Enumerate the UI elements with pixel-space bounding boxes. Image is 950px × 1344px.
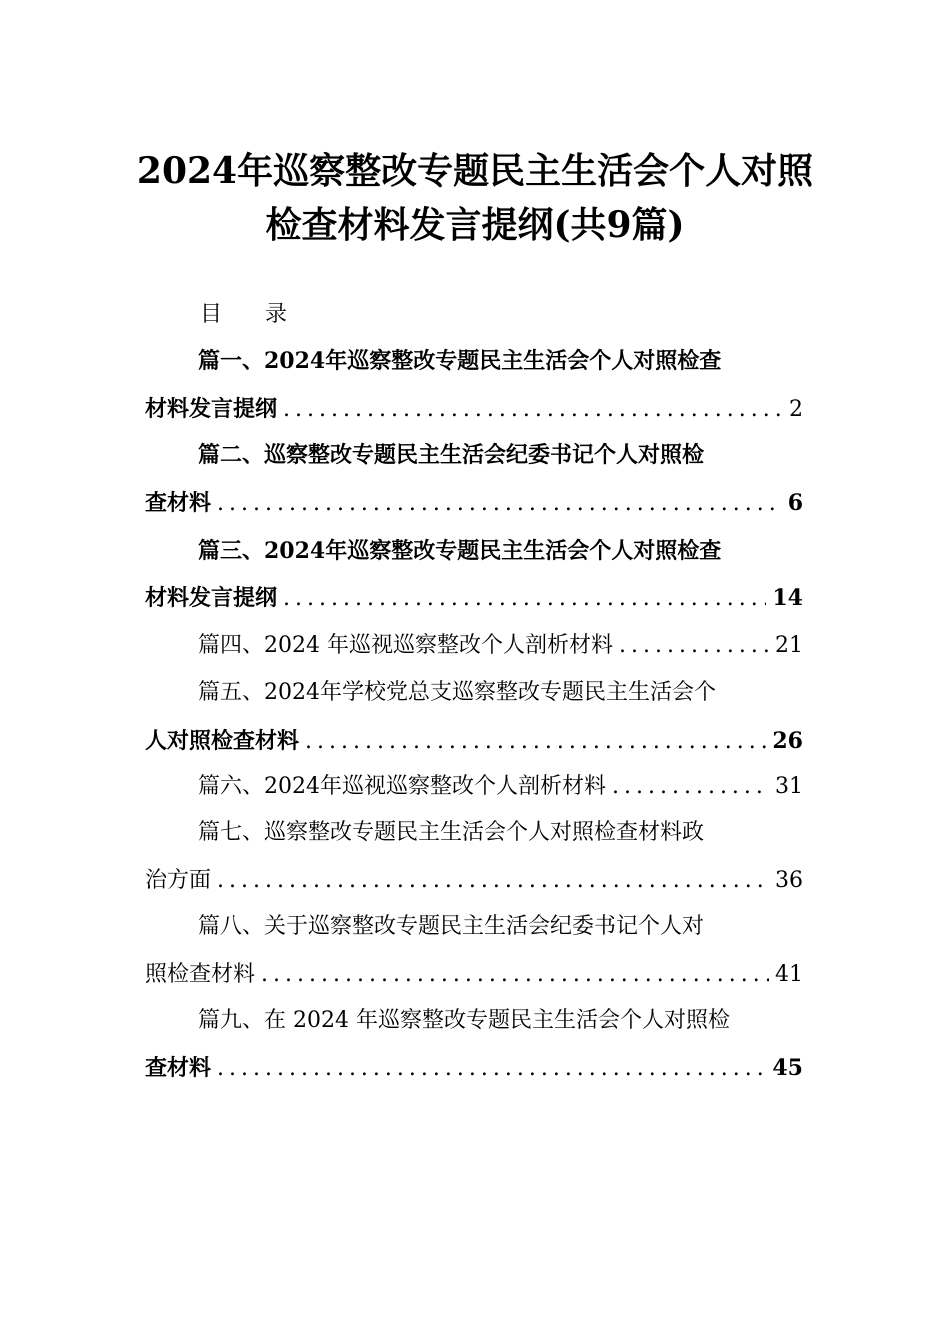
- toc-entry-1-line-2[interactable]: [145, 394, 803, 425]
- toc-entry-1-line-1[interactable]: 篇一、2024年巡察整改专题民主生活会个人对照检查: [198, 348, 722, 374]
- toc-entry-5-line-1[interactable]: 篇五、2024年学校党总支巡察整改专题民主生活会个: [198, 680, 716, 705]
- toc-entry-9-title: 查材料: [145, 1055, 212, 1081]
- dot-leader: [619, 631, 769, 661]
- toc-entry-4-page: 21: [775, 633, 803, 658]
- toc-entry-3-title: 材料发言提纲: [145, 585, 278, 611]
- toc-entry-9-line-1[interactable]: 篇九、在 2024 年巡察整改专题民主生活会个人对照检: [198, 1008, 730, 1033]
- dot-leader: [305, 727, 766, 757]
- toc-entry-2-page: 6: [787, 490, 803, 516]
- toc-entry-3-page: 14: [772, 585, 803, 611]
- dot-leader: [217, 489, 782, 519]
- dot-leader: [217, 1054, 766, 1084]
- toc-entry-5-line-2[interactable]: [145, 726, 803, 757]
- toc-entry-6-title: 篇六、2024年巡视巡察整改个人剖析材料: [198, 774, 606, 799]
- toc-heading: 目 录: [200, 302, 305, 327]
- dot-leader: [612, 772, 769, 802]
- toc-entry-7-title: 治方面: [145, 868, 212, 893]
- toc-entry-3-line-2[interactable]: [145, 583, 803, 614]
- toc-entry-5-title: 人对照检查材料: [145, 728, 300, 754]
- toc-entry-4[interactable]: [198, 631, 803, 661]
- toc-entry-8-page: 41: [775, 962, 803, 987]
- dot-leader: [283, 395, 783, 425]
- toc-entry-7-line-1[interactable]: 篇七、巡察整改专题民主生活会个人对照检查材料政: [198, 820, 705, 845]
- toc-entry-5-page: 26: [772, 728, 803, 754]
- toc-entry-2-line-1[interactable]: 篇二、巡察整改专题民主生活会纪委书记个人对照检: [198, 442, 705, 468]
- toc-entry-8-line-1[interactable]: 篇八、关于巡察整改专题民主生活会纪委书记个人对: [198, 914, 705, 939]
- dot-leader: [283, 584, 766, 614]
- toc-entry-9-page: 45: [772, 1055, 803, 1081]
- toc-entry-9-line-2[interactable]: [145, 1053, 803, 1084]
- toc-entry-3-line-1[interactable]: 篇三、2024年巡察整改专题民主生活会个人对照检查: [198, 538, 722, 564]
- dot-leader: [261, 960, 769, 990]
- toc-entry-4-title: 篇四、2024 年巡视巡察整改个人剖析材料: [198, 633, 613, 658]
- document-title-line-1: 2024年巡察整改专题民主生活会个人对照: [136, 150, 814, 192]
- dot-leader: [217, 866, 769, 896]
- toc-entry-7-page: 36: [775, 868, 803, 893]
- toc-entry-1-page: 2: [789, 397, 803, 422]
- toc-entry-7-line-2[interactable]: [145, 866, 803, 896]
- toc-entry-8-line-2[interactable]: [145, 960, 803, 990]
- document-title-line-2: 检查材料发言提纲(共9篇): [265, 204, 685, 246]
- toc-entry-2-title: 查材料: [145, 490, 212, 516]
- toc-entry-2-line-2[interactable]: [145, 488, 803, 519]
- toc-entry-1-title: 材料发言提纲: [145, 396, 278, 422]
- toc-entry-6[interactable]: [198, 772, 803, 802]
- toc-entry-6-page: 31: [775, 774, 803, 799]
- toc-entry-8-title: 照检查材料: [145, 962, 256, 987]
